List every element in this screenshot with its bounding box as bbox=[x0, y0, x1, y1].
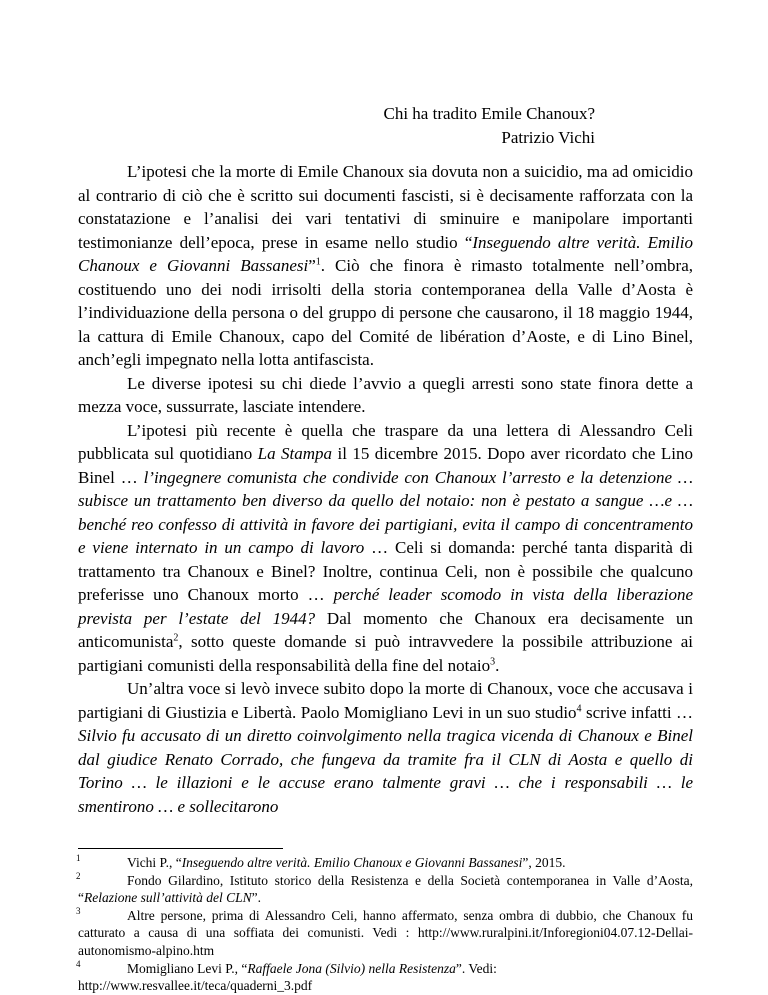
footnote-4-text-2: ”. Vedi: bbox=[455, 960, 497, 976]
p2-text-1: Le diverse ipotesi su chi diede l’avvio a quegli arresti sono state finora dette a mezza voce, sussurrate, lasciate intendere. bbox=[78, 373, 693, 416]
body-text bbox=[78, 160, 693, 818]
footnote-4-italic: Raffaele Jona (Silvio) nella Resistenza bbox=[247, 960, 456, 976]
footnote-ref-1: 1 bbox=[315, 256, 321, 268]
p3-text-4: Dal momento che Chanoux era decisamente un anticomunista bbox=[78, 608, 693, 651]
p3-text-5: , sotto queste domande si può intravvedere la possibile attribuzione ai partigiani comunisti della responsabilità della fine del notaio bbox=[78, 632, 693, 675]
p4-text-1: Un’altra voce si levò invece subito dopo la morte di Chanoux, voce che accusava i partigiani di Giustizia e Libertà. Paolo Momigliano Levi in un suo studio bbox=[78, 679, 693, 722]
footnote-4-url[interactable]: http://www.resvallee.it/teca/quaderni_3.pdf bbox=[78, 978, 313, 994]
footnote-ref-4: 4 bbox=[576, 702, 582, 714]
footnote-4-url-line bbox=[78, 977, 693, 995]
document-author: Patrizio Vichi bbox=[501, 128, 595, 147]
footnote-1-italic: Inseguendo altre verità. Emilio Chanoux e Giovanni Bassanesi bbox=[181, 855, 523, 870]
footnote-2-text-2: ”. bbox=[251, 890, 261, 906]
footnote-ref-3: 3 bbox=[490, 655, 496, 667]
footnote-2-text-1: Fondo Gilardino, Istituto storico della Resistenza e della Società contemporanea in Valle d’Aosta, “ bbox=[78, 872, 693, 906]
footnote-1-number: 1 bbox=[76, 853, 81, 863]
paragraph-3 bbox=[78, 419, 693, 678]
footnote-2-number: 2 bbox=[76, 870, 81, 881]
p3-text-6: . bbox=[495, 655, 500, 675]
title-block bbox=[383, 102, 595, 150]
p3-text-2: il 15 dicembre 2015. Dopo aver ricordato che Lino Binel … bbox=[78, 444, 693, 487]
footnote-3-text: Altre persone, prima di Alessandro Celi, hanno affermato, senza ombra di dubbio, che Chanoux fu catturato a causa di una soffiata dei comunisti. Vedi : http://www.ruralpini.it/Inforegioni04.07.12-Dellai-autonomismo-alpino.htm bbox=[78, 907, 693, 958]
p3-italic-quote-1: l’ingegnere comunista che condivide con Chanoux l’arresto e la detenzione … subisce un trattamento ben diverso da quello del notaio: non è pestato a sangue …e … benché reo confesso di attività in favore dei partigiani, evita il campo di concentramento e viene internato in un campo di lavoro bbox=[78, 467, 693, 557]
p1-text-1: L’ipotesi che la morte di Emile Chanoux sia dovuta non a suicidio, ma ad omicidio al contrario di ciò che è scritto sui documenti fascisti, si è decisamente rafforzata con la constatazione e l’analisi dei vari tentativi di sminuire e manipolare importanti testimonianze dell’epoca, prese in esame nello studio “ bbox=[78, 162, 693, 252]
p1-text-2: ” bbox=[308, 256, 316, 275]
footnote-4-number: 4 bbox=[76, 958, 81, 969]
p3-italic-newspaper: La Stampa bbox=[257, 444, 333, 463]
footnote-1 bbox=[78, 854, 693, 872]
footnote-3 bbox=[78, 907, 693, 960]
p3-text-3: … Celi si domanda: perché tanta disparità di trattamento tra Chanoux e Binel? Inoltre, continua Celi, non è possibile che qualcuno preferisse uno Chanoux morto … bbox=[78, 538, 693, 604]
footnote-4-text-1: Momigliano Levi P., “ bbox=[127, 960, 248, 976]
p4-text-2: scrive infatti … bbox=[581, 702, 693, 722]
paragraph-4 bbox=[78, 677, 693, 818]
p1-text-3: . Ciò che finora è rimasto totalmente nell’ombra, costituendo uno dei nodi irrisolti della storia contemporanea della Valle d’Aosta è l’individuazione della persona o del gruppo di persone che causarono, il 18 maggio 1944, la cattura di Emile Chanoux, capo del Comité de libération d’Aoste, e di Lino Binel, anch’egli impegnato nella lotta antifascista. bbox=[78, 256, 693, 369]
p3-text-1: L’ipotesi più recente è quella che traspare da una lettera di Alessandro Celi pubblicata sul quotidiano bbox=[78, 420, 693, 463]
footnote-3-number: 3 bbox=[76, 905, 81, 916]
paragraph-1 bbox=[78, 160, 693, 372]
footnote-1-text-1: Vichi P., “ bbox=[127, 855, 182, 870]
footnote-1-text-2: ”, 2015. bbox=[522, 855, 566, 870]
p4-italic-quote: Silvio fu accusato di un diretto coinvolgimento nella tragica vicenda di Chanoux e Binel dal giudice Renato Corrado, che fungeva da tramite fra il CLN di Aosta e quello di Torino … le illazioni e le accuse erano talmente gravi … che i responsabili … le smentirono … e sollecitarono bbox=[78, 726, 693, 816]
p1-italic-title: Inseguendo altre verità. Emilio Chanoux e Giovanni Bassanesi bbox=[78, 232, 693, 275]
footnote-ref-2: 2 bbox=[173, 632, 179, 644]
document-title: Chi ha tradito Emile Chanoux? bbox=[383, 104, 595, 123]
footnote-2-italic: Relazione sull’attività del CLN bbox=[84, 890, 252, 906]
footnote-2 bbox=[78, 872, 693, 907]
p3-italic-quote-2: perché leader scomodo in vista della liberazione prevista per l’estate del 1944? bbox=[78, 585, 693, 628]
paragraph-2 bbox=[78, 372, 693, 419]
footnote-4 bbox=[78, 960, 693, 978]
footnotes bbox=[78, 854, 693, 995]
footnote-separator bbox=[78, 848, 283, 849]
